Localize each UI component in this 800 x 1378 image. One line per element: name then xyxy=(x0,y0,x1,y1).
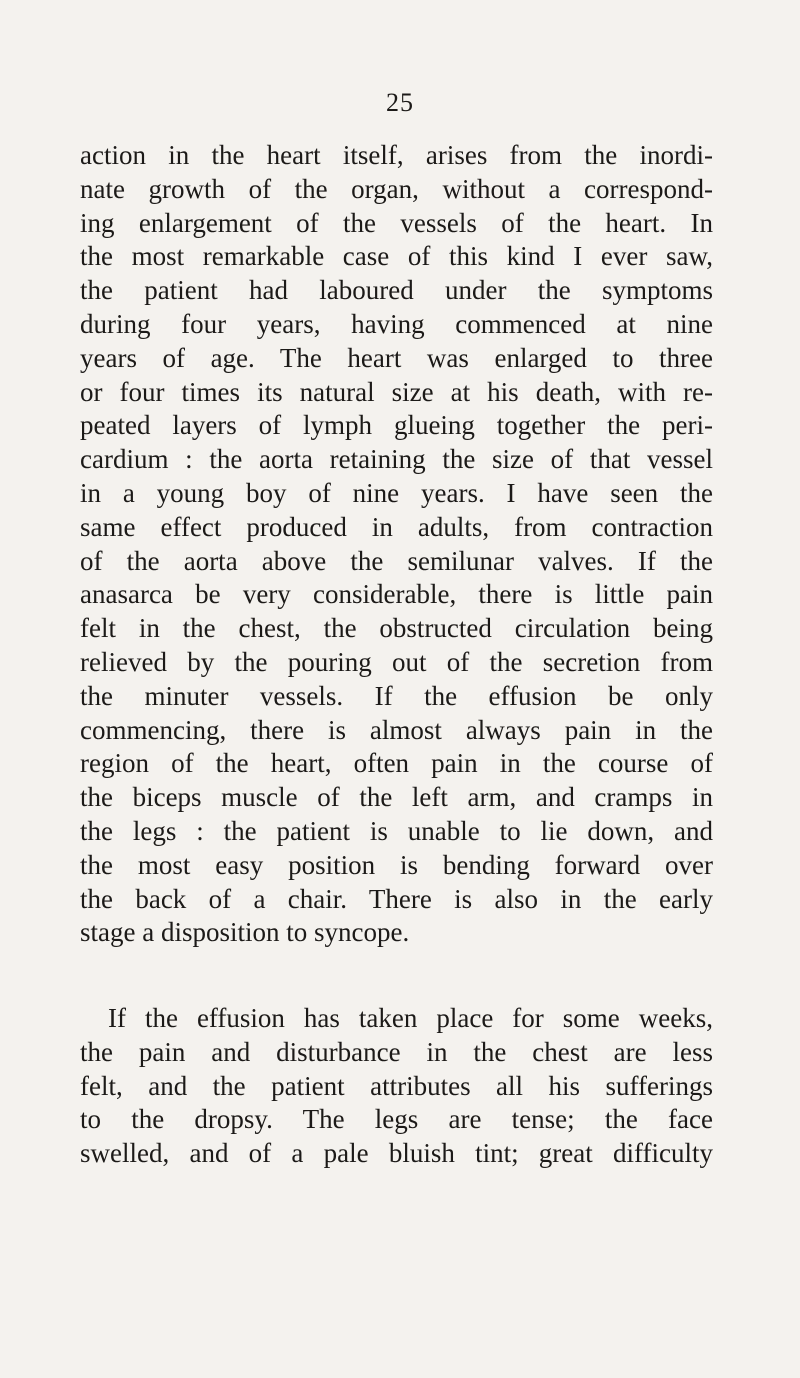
page-number: 25 xyxy=(386,88,414,117)
text-line: ing enlargement of the vessels of the heart. In xyxy=(80,207,713,238)
text-line: region of the heart, often pain in the course of xyxy=(80,748,713,779)
text-line: action in the heart itself, arises from the inordi- xyxy=(80,140,713,170)
text-line: stage a disposition to syncope. xyxy=(80,917,410,948)
text-line: or four times its natural size at his death, with re- xyxy=(80,376,713,407)
text-line: the pain and disturbance in the chest are less xyxy=(80,1036,713,1067)
text-line: the most easy position is bending forward over xyxy=(80,849,713,880)
text-line: cardium : the aorta retaining the size of that vessel xyxy=(80,444,713,475)
text-line: the legs : the patient is unable to lie down, and xyxy=(80,815,713,846)
text-line: commencing, there is almost always pain in the xyxy=(80,714,713,745)
text-line: the back of a chair. There is also in the early xyxy=(80,883,713,914)
text-line: years of age. The heart was enlarged to three xyxy=(80,342,713,373)
text-line: the minuter vessels. If the effusion be only xyxy=(80,680,713,711)
text-line: during four years, having commenced at nine xyxy=(80,308,713,339)
text-line: in a young boy of nine years. I have seen the xyxy=(80,477,713,508)
text-line: relieved by the pouring out of the secretion from xyxy=(80,646,713,677)
text-line: the patient had laboured under the symptoms xyxy=(80,275,713,306)
text-line: to the dropsy. The legs are tense; the face xyxy=(80,1104,713,1135)
text-line: peated layers of lymph glueing together the peri- xyxy=(80,410,713,441)
paragraph-1 xyxy=(80,139,713,950)
text-line: of the aorta above the semilunar valves. If the xyxy=(80,545,713,576)
text-line: swelled, and of a pale bluish tint; great difficulty xyxy=(80,1138,713,1169)
text-line: felt, and the patient attributes all his sufferings xyxy=(80,1070,713,1101)
text-line: the most remarkable case of this kind I ever saw, xyxy=(80,241,713,272)
text-line: anasarca be very considerable, there is little pain xyxy=(80,579,713,610)
text-line: felt in the chest, the obstructed circulation being xyxy=(80,613,713,644)
text-line: nate growth of the organ, without a correspond- xyxy=(80,173,713,204)
text-line: If the effusion has taken place for some weeks, xyxy=(108,1003,713,1033)
text-line: same effect produced in adults, from contraction xyxy=(80,511,713,542)
paragraph-2 xyxy=(80,1002,713,1171)
text-line: the biceps muscle of the left arm, and cramps in xyxy=(80,782,713,813)
